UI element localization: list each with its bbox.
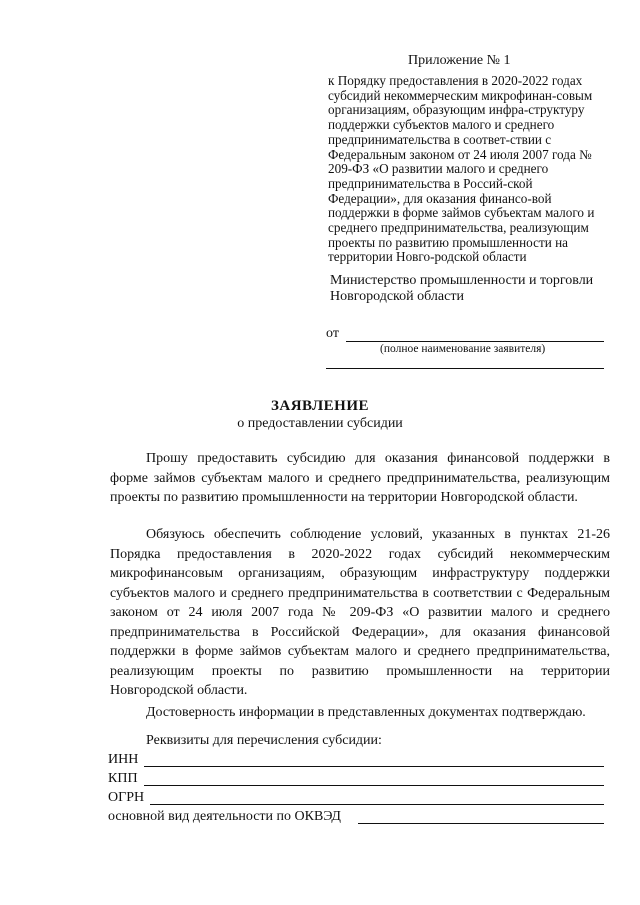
ogrn-label: ОГРН <box>108 790 145 805</box>
paragraph-requisites-heading: Реквизиты для перечисления субсидии: <box>146 733 382 748</box>
annex-title: Приложение № 1 <box>408 53 511 68</box>
paragraph-obligation: Обязуюсь обеспечить соблюдение условий, указанных в пунктах 21-26 Порядка предоставления в 2020-2022 годах субсидий некоммерческим микрофинансовым организациям, образующим инфраструктуру поддержки субъектов малого и среднего предпринимательства в соответствии с Федеральным законом от 24 июля 2007 года № 209-ФЗ «О развитии малого и среднего предпринимательства в Российской Федерации», для оказания финансовой поддержки в форме займов субъектам малого и среднего предпринимательства, реализующим проекты по развитию промышленности на территории Новгородской области. <box>110 527 610 698</box>
requisite-row-ogrn <box>108 790 608 808</box>
applicant-name-line[interactable] <box>346 341 604 342</box>
requisite-row-inn <box>108 752 608 770</box>
requisite-row-kpp <box>108 771 608 789</box>
kpp-label: КПП <box>108 771 138 786</box>
paragraph-request: Прошу предоставить субсидию для оказания финансовой поддержки в форме займов субъектам малого и среднего предпринимательства, реализующим проекты по развитию промышленности на территории Новгородской области. <box>110 451 610 505</box>
requisite-row-okved <box>108 809 608 827</box>
applicant-name-line-2[interactable] <box>326 368 604 369</box>
kpp-field-line[interactable] <box>144 785 604 786</box>
paragraph-confirmation: Достоверность информации в представленных документах подтверждаю. <box>146 705 586 720</box>
inn-field-line[interactable] <box>144 766 604 767</box>
okved-label: основной вид деятельности по ОКВЭД <box>108 809 341 824</box>
document-subtitle: о предоставлении субсидии <box>237 416 403 431</box>
okved-field-line[interactable] <box>358 823 604 824</box>
applicant-hint: (полное наименование заявителя) <box>380 343 546 355</box>
from-label: от <box>326 326 339 341</box>
annex-text: к Порядку предоставления в 2020-2022 годах субсидий некоммерческим микрофинан-совым организациям, образующим инфра-структуру поддержки субъектов малого и среднего предпринимательства в соответ-ствии с Федеральным законом от 24 июля 2007 года № 209-ФЗ «О развитии малого и среднего предпринимательства в Россий-ской Федерации», для оказания финансо-вой поддержки в форме займов субъектам малого и среднего предпринимательства, реализующим проекты по развитию промышленности на территории Новго-родской области <box>328 73 595 265</box>
inn-label: ИНН <box>108 752 139 767</box>
document-title: ЗАЯВЛЕНИЕ <box>270 398 370 414</box>
ministry-addressee: Министерство промышленности и торговли Новгородской области <box>330 273 594 304</box>
ogrn-field-line[interactable] <box>150 804 604 805</box>
